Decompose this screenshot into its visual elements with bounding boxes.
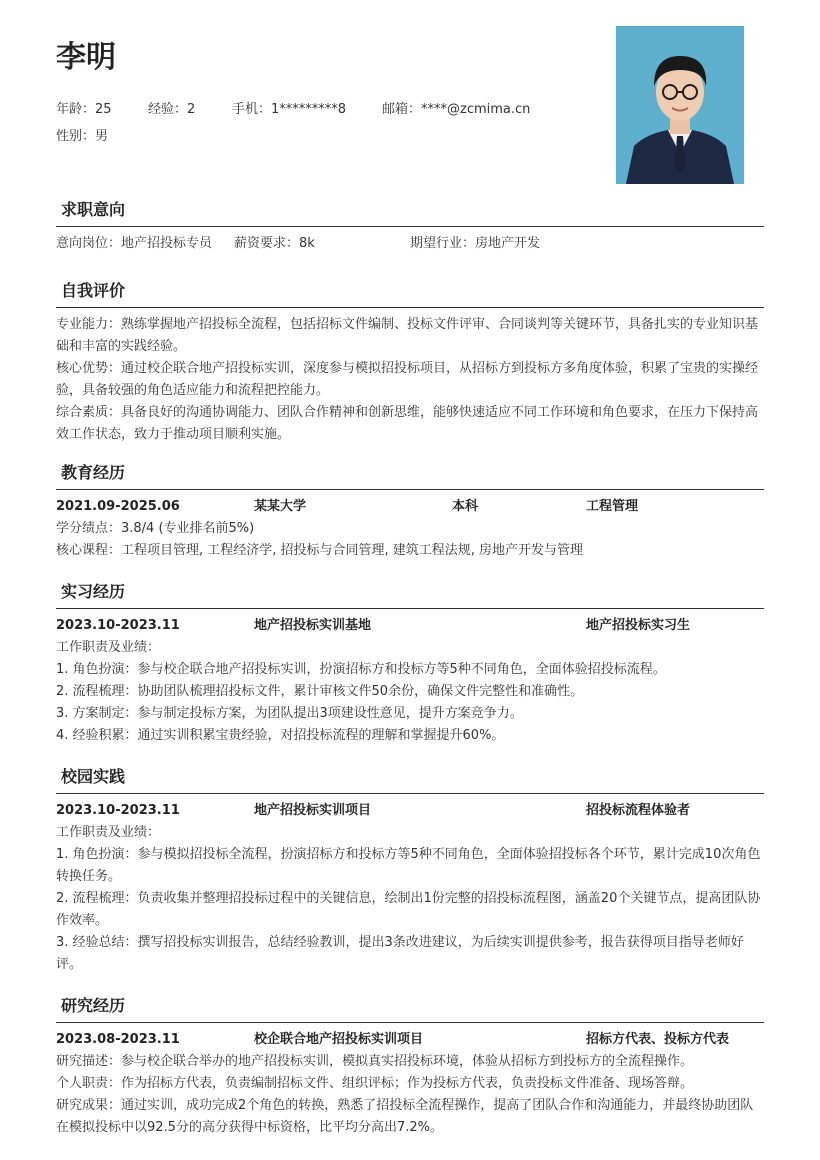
- internship-org: 地产招投标实训基地: [254, 618, 372, 633]
- campus-org: 地产招投标实训项目: [254, 803, 372, 818]
- duty-label: 工作职责及业绩：: [56, 640, 161, 655]
- age-field: 年龄：25: [56, 102, 112, 117]
- list-item: 3. 方案制定：参与制定投标方案，为团队提出3项建设性意见，提升方案竞争力。: [56, 706, 523, 721]
- basic-info-row-1: [56, 100, 530, 120]
- list-item: 研究成果：通过实训，成功完成2个角色的转换，熟悉了招投标全流程操作，提高了团队合作和沟通能力，并最终协助团队在模拟投标中以92.5分的高分获得中标资格，比平均分高出7.2%。: [56, 1098, 754, 1135]
- section-title: 教育经历: [56, 461, 764, 490]
- section-title: 求职意向: [56, 198, 764, 227]
- section-campus-practice: [56, 765, 764, 976]
- section-title: 研究经历: [56, 994, 764, 1023]
- candidate-name: 李明: [56, 40, 116, 75]
- section-job-intent: [56, 198, 764, 255]
- education-gpa: 学分绩点：3.8/4 (专业排名前5%): [56, 521, 255, 536]
- section-body: [56, 227, 764, 255]
- internship-role: 地产招投标实习生: [586, 618, 691, 633]
- avatar-illustration: [616, 26, 744, 184]
- research-date: 2023.08-2023.11: [56, 1032, 180, 1047]
- self-eval-paragraph: 专业能力：熟练掌握地产招投标全流程，包括招标文件编制、投标文件评审、合同谈判等关键环节，具备扎实的专业知识基础和丰富的实践经验。: [56, 317, 759, 354]
- profile-photo: [616, 26, 744, 184]
- internship-date: 2023.10-2023.11: [56, 618, 180, 633]
- intent-position: 意向岗位：地产招投标专员: [56, 236, 213, 251]
- list-item: 4. 经验积累：通过实训积累宝贵经验，对招投标流程的理解和掌握提升60%。: [56, 728, 505, 743]
- education-major: 工程管理: [586, 499, 639, 514]
- section-body: [56, 308, 764, 446]
- section-self-evaluation: [56, 279, 764, 446]
- section-research: [56, 994, 764, 1139]
- campus-header-row: [56, 800, 764, 822]
- internship-header-row: [56, 615, 764, 637]
- education-courses: 核心课程：工程项目管理, 工程经济学, 招投标与合同管理, 建筑工程法规, 房地产开发与管理: [56, 543, 584, 558]
- self-eval-paragraph: 综合素质：具备良好的沟通协调能力、团队合作精神和创新思维，能够快速适应不同工作环境和角色要求，在压力下保持高效工作状态，致力于推动项目顺利实施。: [56, 405, 759, 442]
- research-role: 招标方代表、投标方代表: [586, 1032, 730, 1047]
- section-title: 自我评价: [56, 279, 764, 308]
- experience-field: 经验：2: [148, 102, 196, 117]
- gender-field: 性别：男: [56, 129, 109, 144]
- intent-row: [56, 233, 764, 255]
- list-item: 2. 流程梳理：协助团队梳理招投标文件，累计审核文件50余份，确保文件完整性和准确性。: [56, 684, 584, 699]
- section-education: [56, 461, 764, 562]
- education-degree: 本科: [452, 499, 479, 514]
- section-internship: [56, 580, 764, 747]
- section-body: [56, 1023, 764, 1139]
- campus-date: 2023.10-2023.11: [56, 803, 180, 818]
- list-item: 2. 流程梳理：负责收集并整理招投标过程中的关键信息，绘制出1份完整的招投标流程图，涵盖20个关键节点，提高团队协作效率。: [56, 891, 761, 928]
- section-body: [56, 794, 764, 976]
- intent-salary: 薪资要求：8k: [234, 236, 315, 251]
- basic-info-row-2: [56, 127, 108, 147]
- phone-field: 手机：1*********8: [232, 102, 347, 117]
- research-header-row: [56, 1029, 764, 1051]
- education-school: 某某大学: [254, 499, 307, 514]
- list-item: 3. 经验总结：撰写招投标实训报告，总结经验教训，提出3条改进建议，为后续实训提供参考，报告获得项目指导老师好评。: [56, 935, 744, 972]
- section-body: [56, 490, 764, 562]
- intent-industry: 期望行业：房地产开发: [410, 236, 541, 251]
- self-eval-paragraph: 核心优势：通过校企联合地产招投标实训，深度参与模拟招投标项目，从招标方到投标方多角度体验，积累了宝贵的实操经验，具备较强的角色适应能力和流程把控能力。: [56, 361, 759, 398]
- list-item: 个人职责：作为招标方代表，负责编制招标文件、组织评标；作为投标方代表，负责投标文件准备、现场答辩。: [56, 1076, 694, 1091]
- section-title: 实习经历: [56, 580, 764, 609]
- education-date: 2021.09-2025.06: [56, 499, 180, 514]
- email-field: 邮箱：****@zcmima.cn: [382, 102, 531, 117]
- education-header-row: [56, 496, 764, 518]
- duty-label: 工作职责及业绩：: [56, 825, 161, 840]
- list-item: 1. 角色扮演：参与校企联合地产招投标实训，扮演招标方和投标方等5种不同角色，全面体验招投标流程。: [56, 662, 666, 677]
- list-item: 1. 角色扮演：参与模拟招投标全流程，扮演招标方和投标方等5种不同角色，全面体验招投标各个环节，累计完成10次角色转换任务。: [56, 847, 761, 884]
- campus-role: 招投标流程体验者: [586, 803, 691, 818]
- research-org: 校企联合地产招投标实训项目: [254, 1032, 424, 1047]
- section-body: [56, 609, 764, 747]
- section-title: 校园实践: [56, 765, 764, 794]
- list-item: 研究描述：参与校企联合举办的地产招投标实训，模拟真实招投标环境，体验从招标方到投标方的全流程操作。: [56, 1054, 694, 1069]
